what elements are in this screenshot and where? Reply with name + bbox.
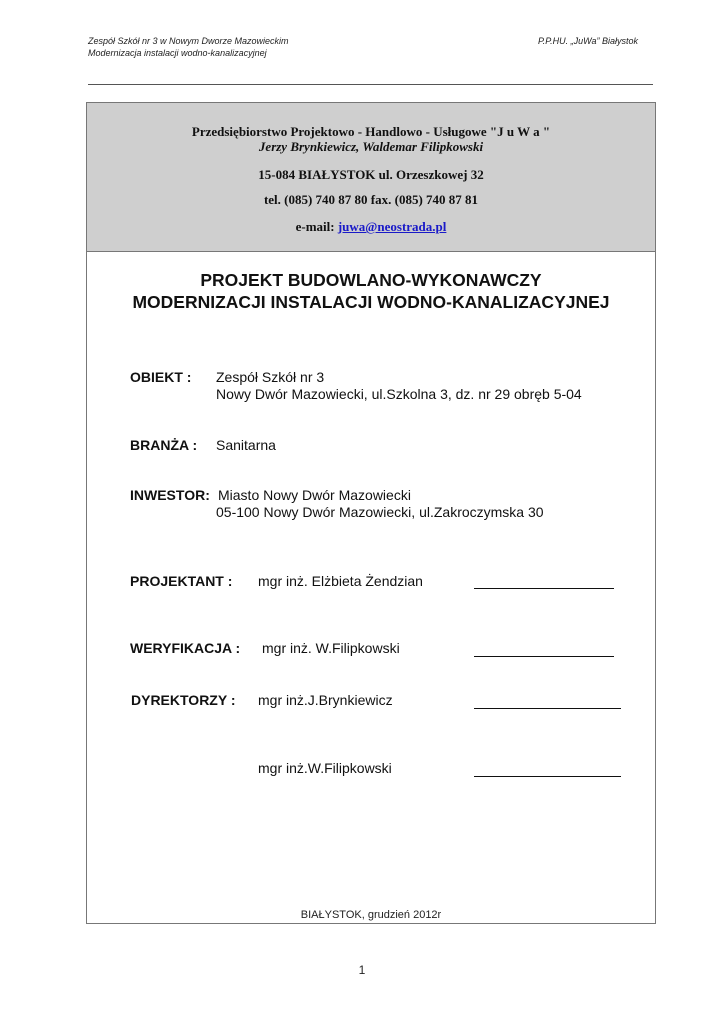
inwestor-name: Miasto Nowy Dwór Mazowiecki [218,487,411,503]
weryfikacja-name: mgr inż. W.Filipkowski [262,640,400,656]
header-company-name: P.P.HU. „JuWa” Białystok [537,36,638,46]
company-address: 15-084 BIAŁYSTOK ul. Orzeszkowej 32 [258,167,484,182]
email-label: e-mail: [295,219,338,234]
dyrektor-2-name: mgr inż.W.Filipkowski [258,760,392,776]
document-title-line1: PROJEKT BUDOWLANO-WYKONAWCZY [200,270,542,290]
page-number: 1 [358,963,366,977]
place-and-date: BIAŁYSTOK, grudzień 2012r [300,909,442,921]
obiekt-label: OBIEKT : [130,369,192,385]
company-info-box [87,103,655,252]
projektant-label: PROJEKTANT : [130,573,233,589]
dyrektor-2-signature-line [474,776,621,777]
branza-label: BRANŻA : [130,437,198,453]
header-school-name: Zespół Szkół nr 3 w Nowym Dworze Mazowieckim [88,36,289,46]
branza-value: Sanitarna [216,437,276,453]
document-title-line2: MODERNIZACJI INSTALACJI WODNO-KANALIZACYJNEJ [132,292,610,312]
projektant-name: mgr inż. Elżbieta Żendzian [258,573,423,589]
dyrektorzy-label: DYREKTORZY : [131,692,236,708]
title-page-frame [86,102,656,924]
weryfikacja-label: WERYFIKACJA : [130,640,241,656]
dyrektor-1-signature-line [474,708,621,709]
company-owners: Jerzy Brynkiewicz, Waldemar Filipkowski [258,139,484,154]
projektant-signature-line [474,588,614,589]
company-email-line [87,219,655,235]
company-phone-fax: tel. (085) 740 87 80 fax. (085) 740 87 81 [263,192,479,207]
running-header-left [88,35,289,59]
header-divider [88,84,653,85]
weryfikacja-signature-line [474,656,614,657]
inwestor-address: 05-100 Nowy Dwór Mazowiecki, ul.Zakroczymska 30 [216,504,544,520]
company-full-name: Przedsiębiorstwo Projektowo - Handlowo - Usługowe "J u W a " [191,124,551,139]
obiekt-address: Nowy Dwór Mazowiecki, ul.Szkolna 3, dz. nr 29 obręb 5-04 [216,386,582,402]
email-link[interactable]: juwa@neostrada.pl [337,219,447,234]
header-project-subject: Modernizacja instalacji wodno-kanalizacyjnej [88,48,267,58]
dyrektor-1-name: mgr inż.J.Brynkiewicz [258,692,393,708]
obiekt-name: Zespół Szkół nr 3 [216,369,325,385]
inwestor-label: INWESTOR: [130,487,210,503]
